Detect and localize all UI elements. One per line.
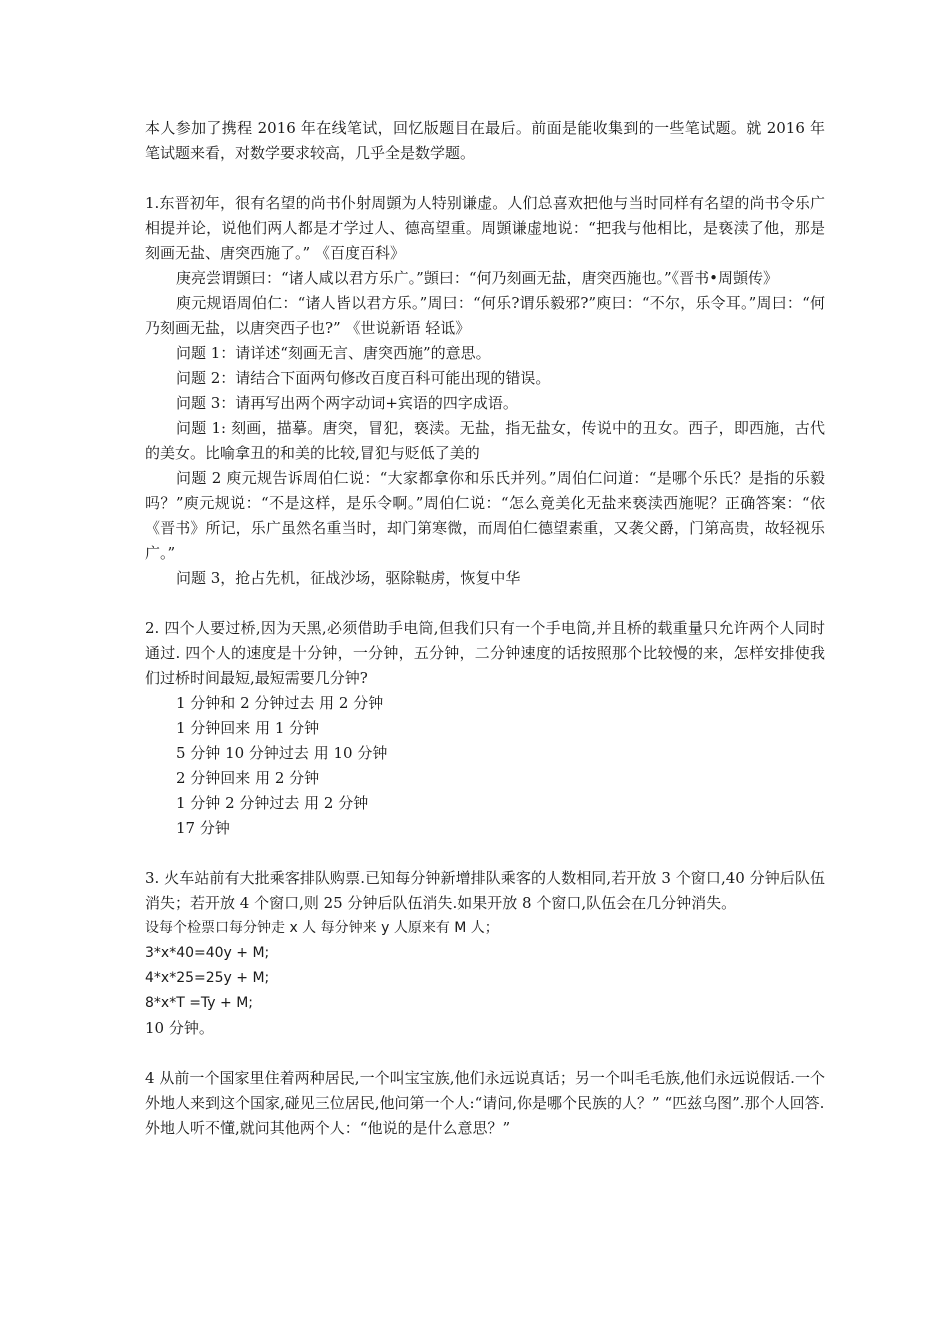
q3-equation: 8*x*T =Ty + M; bbox=[145, 995, 254, 1011]
intro-paragraph: 本人参加了携程 2016 年在线笔试，回忆版题目在最后。前面是能收集到的一些笔试题。就 2016 年笔试题来看，对数学要求较高，几乎全是数学题。 bbox=[145, 119, 825, 162]
q1-question: 1.东晋初年，很有名望的尚书仆射周顗为人特别谦虚。人们总喜欢把他与当时同样有名望的尚书令乐广相提并论，说他们两人都是才学过人、德高望重。周顗谦虚地说：“把我与他相比，是亵渎了他，那是刻画无盐、唐突西施了。” 《百度百科》 bbox=[145, 194, 825, 262]
q1-quote-shishuo: 庾元规语周伯仁：“诸人皆以君方乐。”周曰：“何乐?谓乐毅邪?”庾曰：“不尔，乐令耳。”周曰：“何乃刻画无盐，以唐突西子也?” 《世说新语 轻诋》 bbox=[145, 294, 825, 337]
q1-quote-jinshu: 庚亮尝谓顗曰：“诸人咸以君方乐广。”顗曰：“何乃刻画无盐，唐突西施也。”《晋书•周顗传》 bbox=[176, 269, 779, 287]
q2-total: 17 分钟 bbox=[176, 819, 230, 837]
spacer bbox=[145, 166, 825, 191]
q4-followup: 外地人听不懂,就问其他两个人：“他说的是什么意思？” bbox=[145, 1119, 511, 1137]
q2-question: 2. 四个人要过桥,因为天黑,必须借助手电筒,但我们只有一个手电筒,并且桥的载重量只允许两个人同时通过. 四个人的速度是十分钟，一分钟，五分钟，二分钟速度的话按照那个比较慢的来，怎样安排使我们过桥时间最短,最短需要几分钟? bbox=[145, 619, 825, 687]
spacer bbox=[145, 1041, 825, 1066]
q1-subquestion-1: 问题 1：请详述“刻画无言、唐突西施”的意思。 bbox=[176, 344, 491, 362]
spacer bbox=[145, 591, 825, 616]
q2-step: 2 分钟回来 用 2 分钟 bbox=[176, 769, 320, 787]
q1-subquestion-2: 问题 2：请结合下面两句修改百度百科可能出现的错误。 bbox=[176, 369, 551, 387]
q1-answer-1: 问题 1: 刻画，描摹。唐突，冒犯，亵渎。无盐，指无盐女，传说中的丑女。西子，即西施，古代的美女。比喻拿丑的和美的比较,冒犯与贬低了美的 bbox=[145, 419, 825, 462]
q3-equation: 4*x*25=25y + M; bbox=[145, 970, 270, 986]
q3-question: 3. 火车站前有大批乘客排队购票.已知每分钟新增排队乘客的人数相同,若开放 3 个窗口,40 分钟后队伍消失；若开放 4 个窗口,则 25 分钟后队伍消失.如果开放 8 个窗口,队伍会在几分钟消失。 bbox=[145, 869, 825, 912]
q3-equation: 3*x*40=40y + M; bbox=[145, 945, 270, 961]
q1-answer-2: 问题 2 庾元规告诉周伯仁说：“大家都拿你和乐氏并列。”周伯仁问道：“是哪个乐氏？是指的乐毅吗？”庾元规说：“不是这样，是乐令啊。”周伯仁说：“怎么竟美化无盐来亵渎西施呢？正确答案：“依《晋书》所记，乐广虽然名重当时，却门第寒微，而周伯仁德望素重，又袭父爵，门第高贵，故轻视乐广。” bbox=[145, 469, 825, 562]
q2-step: 1 分钟 2 分钟过去 用 2 分钟 bbox=[176, 794, 369, 812]
q1-subquestion-3: 问题 3：请再写出两个两字动词+宾语的四字成语。 bbox=[176, 394, 518, 412]
q2-step: 5 分钟 10 分钟过去 用 10 分钟 bbox=[176, 744, 388, 762]
document-body bbox=[145, 116, 825, 1141]
q3-answer: 10 分钟。 bbox=[145, 1019, 214, 1037]
q1-answer-3: 问题 3，抢占先机，征战沙场，驱除鞑虏，恢复中华 bbox=[176, 569, 521, 587]
spacer bbox=[145, 841, 825, 866]
q2-step: 1 分钟和 2 分钟过去 用 2 分钟 bbox=[176, 694, 384, 712]
q2-step: 1 分钟回来 用 1 分钟 bbox=[176, 719, 320, 737]
q3-setup: 设每个检票口每分钟走 x 人 每分钟来 y 人原来有 M 人； bbox=[145, 920, 499, 936]
q4-question: 4 从前一个国家里住着两种居民,一个叫宝宝族,他们永远说真话；另一个叫毛毛族,他们永远说假话.一个外地人来到这个国家,碰见三位居民,他问第一个人:“请问,你是哪个民族的人？” “匹兹乌图”.那个人回答. bbox=[145, 1069, 825, 1112]
